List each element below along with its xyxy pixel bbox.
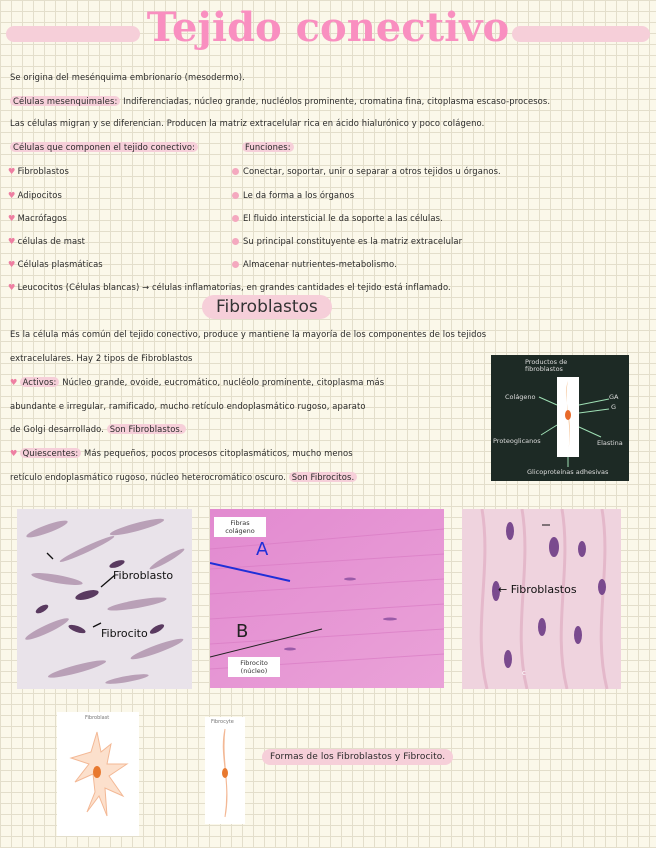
- intro-line-3: Las células migran y se diferencian. Producen la matriz extracelular rica en ácido hialurónico y poco colágeno.: [10, 118, 485, 128]
- label-fibrocito-nucleo: Fibrocito (núcleo): [228, 657, 280, 677]
- fibroblast-illustration: [57, 712, 139, 836]
- micrograph-fibroblastos: [462, 509, 621, 689]
- heart-bullet-icon: ♥: [8, 166, 16, 176]
- quiescentes-line-1: ♥ Quiescentes: Más pequeños, pocos procesos citoplasmáticos, mucho menos: [10, 448, 353, 458]
- dot-bullet-icon: [232, 215, 239, 222]
- function-item: Le da forma a los órganos: [232, 190, 354, 200]
- label-ga: GA: [609, 393, 619, 401]
- cell-item: ♥ Células plasmáticas: [8, 259, 103, 269]
- label-fibroblastos: ← Fibroblastos: [498, 583, 577, 596]
- intro-line-2: [10, 96, 550, 106]
- label-b: B: [236, 621, 249, 642]
- activos-line-2: abundante e irregular, ramificado, mucho retículo endoplasmático rugoso, aparato: [10, 401, 366, 411]
- fibrocito-drawing: [205, 717, 245, 824]
- cell-item: ♥ Fibroblastos: [8, 166, 69, 176]
- heart-bullet-icon: ♥: [8, 213, 16, 223]
- micrograph-1-art: [17, 509, 192, 689]
- label-fibrocito: Fibrocito: [101, 627, 148, 640]
- function-item: El fluido intersticial le da soporte a las células.: [232, 213, 443, 223]
- function-item: Su principal constituyente es la matriz extracelular: [232, 236, 462, 246]
- functions-header: Funciones:: [242, 142, 294, 152]
- heart-bullet-icon: ♥: [8, 190, 16, 200]
- micrograph-3-art: [462, 509, 621, 689]
- dot-bullet-icon: [232, 238, 239, 245]
- activos-line-3: de Golgi desarrollado. Son Fibroblastos.: [10, 424, 186, 434]
- fibroblast-products-diagram: [491, 355, 629, 481]
- mesenchymal-label: Células mesenquimales:: [10, 96, 120, 106]
- label-g: G: [611, 403, 617, 411]
- label-a: A: [256, 539, 269, 560]
- mesenchymal-text: Indiferenciadas, núcleo grande, nucléolos prominente, cromatina fina, citoplasma escaso-procesos.: [123, 96, 551, 106]
- function-item: Conectar, soportar, unir o separar a otros tejidos u órganos.: [232, 166, 501, 176]
- fib-paragraph-1: Es la célula más común del tejido conectivo, produce y mantiene la mayoría de los componentes de los tejidos: [10, 329, 487, 339]
- function-item: Almacenar nutrientes-metabolismo.: [232, 259, 397, 269]
- diagram-title: Productos de fibroblastos: [525, 358, 568, 373]
- label-colageno: Colágeno: [505, 393, 536, 401]
- quiescentes-line-2: retículo endoplasmático rugoso, núcleo heterocromático oscuro. Son Fibrocitos.: [10, 472, 357, 482]
- label-proteoglicanos: Proteoglicanos: [493, 437, 541, 445]
- cell-item: ♥ Adipocitos: [8, 190, 62, 200]
- page-title: Tejido conectivo: [146, 4, 510, 51]
- fibrocito-illustration-title: Fibrocyte: [211, 719, 234, 725]
- cell-item: ♥ células de mast: [8, 236, 86, 246]
- fib-paragraph-2: extracelulares. Hay 2 tipos de Fibroblastos: [10, 353, 193, 363]
- label-glicoproteinas: Glicoproteínas adhesivas: [527, 468, 609, 476]
- label-c: c: [522, 669, 526, 677]
- activos-line-1: ♥ Activos: Núcleo grande, ovoide, eucromático, nucléolo prominente, citoplasma más: [10, 377, 385, 387]
- dot-bullet-icon: [232, 261, 239, 268]
- dot-bullet-icon: [232, 192, 239, 199]
- micrograph-fibroblast-fibrocito: [17, 509, 192, 689]
- cells-header: Células que componen el tejido conectivo:: [10, 142, 198, 152]
- fibrocito-illustration: [205, 717, 245, 824]
- label-fibras-colageno: Fibras colágeno: [214, 517, 266, 537]
- label-elastina: Elastina: [597, 439, 623, 447]
- label-fibroblasto: Fibroblasto: [113, 569, 174, 582]
- fibroblastos-heading: Fibroblastos: [202, 297, 332, 317]
- heart-bullet-icon: ♥: [10, 448, 18, 458]
- heart-bullet-icon: ♥: [10, 377, 18, 387]
- heart-bullet-icon: ♥: [8, 282, 16, 292]
- heart-bullet-icon: ♥: [8, 259, 16, 269]
- dot-bullet-icon: [232, 168, 239, 175]
- heart-bullet-icon: ♥: [8, 236, 16, 246]
- micrograph-collagen-fibers: [210, 509, 444, 688]
- fibroblast-nucleus: [565, 410, 571, 420]
- formas-caption: Formas de los Fibroblastos y Fibrocito.: [262, 752, 453, 762]
- fibroblast-drawing: [57, 712, 139, 836]
- leukocytes-line: ♥ Leucocitos (Células blancas) → células inflamatorias, en grandes cantidades el tejido está inflamado.: [8, 282, 451, 292]
- fibroblast-illustration-title: Fibroblast: [85, 715, 110, 721]
- intro-line-1: Se origina del mesénquima embrionario (mesodermo).: [10, 72, 245, 82]
- cell-item: ♥ Macrófagos: [8, 213, 67, 223]
- diagram-lines: [491, 355, 629, 481]
